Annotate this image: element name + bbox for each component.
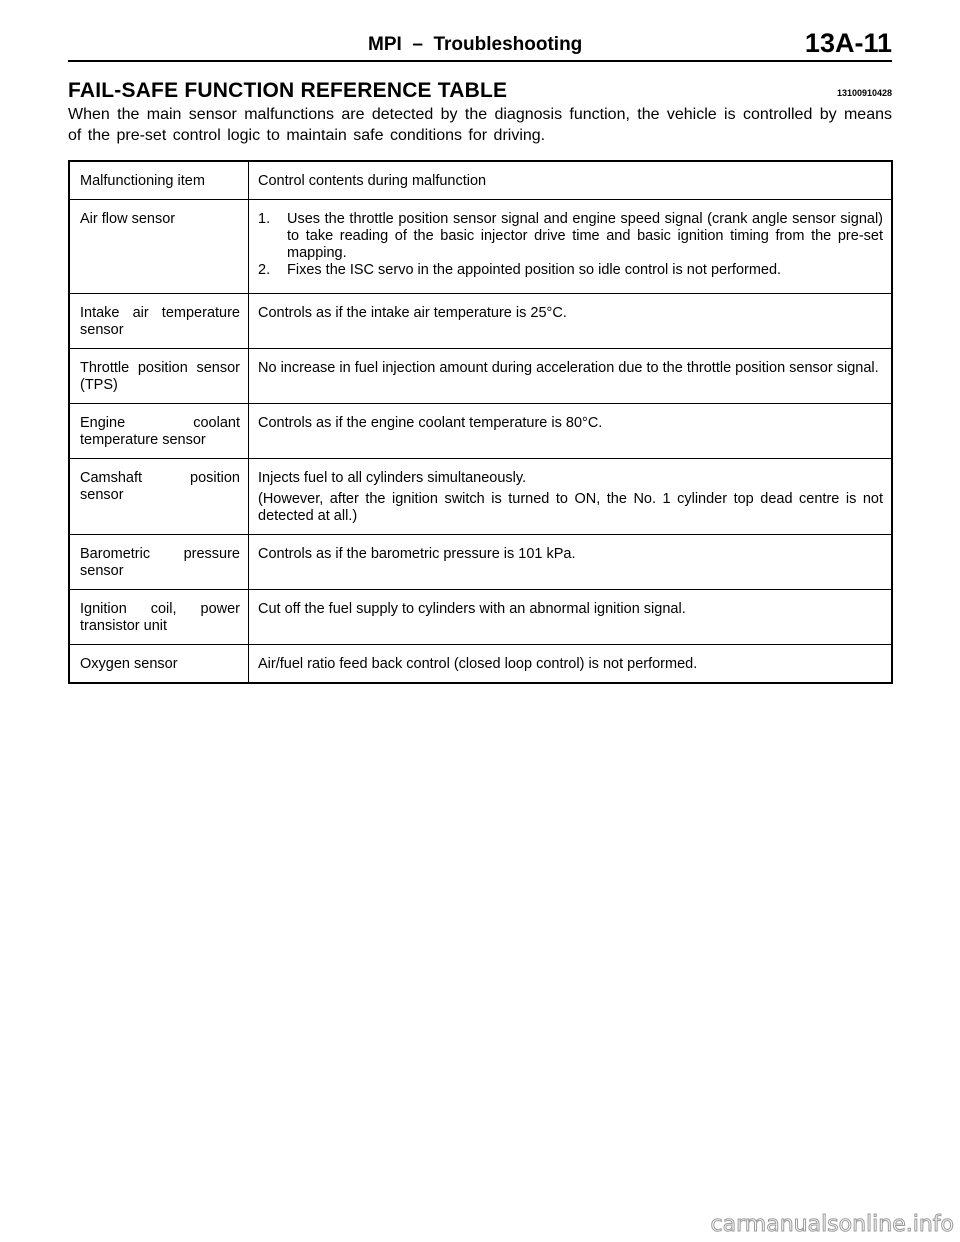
malfunction-item: Intake air temperature sensor [69, 294, 249, 349]
control-contents: No increase in fuel injection amount during acceleration due to the throttle position sensor signal. [249, 349, 893, 404]
header-title: MPI – Troubleshooting [368, 34, 583, 55]
site-watermark: carmanualsonline.info [710, 1212, 954, 1237]
table-row [69, 404, 892, 459]
table-row [69, 200, 892, 294]
malfunction-item: Ignition coil, power transistor unit [69, 590, 249, 645]
malfunction-item: Engine coolant temperature sensor [69, 404, 249, 459]
malfunction-item: Camshaft position sensor [69, 459, 249, 535]
malfunction-item: Air flow sensor [69, 200, 249, 294]
list-number: 1. [258, 211, 271, 227]
control-contents: Controls as if the engine coolant temperature is 80°C. [249, 404, 893, 459]
column-header-contents: Control contents during malfunction [258, 173, 487, 189]
list-text: Uses the throttle position sensor signal and engine speed signal (crank angle sensor signal) to take reading of the basic injector drive time and basic ignition timing from the pre-set mapping. [287, 211, 883, 261]
control-contents: Controls as if the barometric pressure is 101 kPa. [249, 535, 893, 590]
table-row [69, 535, 892, 590]
table-row [69, 459, 892, 535]
intro-paragraph: When the main sensor malfunctions are detected by the diagnosis function, the vehicle is controlled by means of the pre-set control logic to maintain safe conditions for driving. [68, 106, 892, 144]
section-heading [68, 79, 892, 107]
list-number: 2. [258, 262, 271, 278]
table-row [69, 645, 892, 684]
table-row [69, 590, 892, 645]
control-contents [249, 459, 893, 535]
header-rule [68, 60, 892, 62]
section-code: 13100910428 [836, 88, 892, 98]
control-contents: Controls as if the intake air temperature is 25°C. [249, 294, 893, 349]
malfunction-item: Throttle position sensor (TPS) [69, 349, 249, 404]
section-title: FAIL-SAFE FUNCTION REFERENCE TABLE [68, 79, 508, 102]
contents-paragraph: (However, after the ignition switch is turned to ON, the No. 1 cylinder top dead centre is not detected at all.) [258, 491, 883, 524]
table-row [69, 349, 892, 404]
page-header [68, 28, 892, 62]
page-number: 13A-11 [804, 28, 892, 58]
malfunction-item: Oxygen sensor [69, 645, 249, 684]
column-header-item: Malfunctioning item [69, 161, 249, 200]
control-contents: Air/fuel ratio feed back control (closed loop control) is not performed. [249, 645, 893, 684]
numbered-list [258, 211, 883, 279]
control-contents [249, 200, 893, 294]
list-item [258, 262, 883, 279]
fail-safe-table [68, 160, 893, 684]
control-contents: Cut off the fuel supply to cylinders with an abnormal ignition signal. [249, 590, 893, 645]
table-header-row [69, 161, 892, 200]
contents-paragraph: Injects fuel to all cylinders simultaneously. [258, 470, 527, 486]
table-row [69, 294, 892, 349]
malfunction-item: Barometric pressure sensor [69, 535, 249, 590]
list-text: Fixes the ISC servo in the appointed position so idle control is not performed. [287, 262, 782, 278]
list-item [258, 211, 883, 262]
